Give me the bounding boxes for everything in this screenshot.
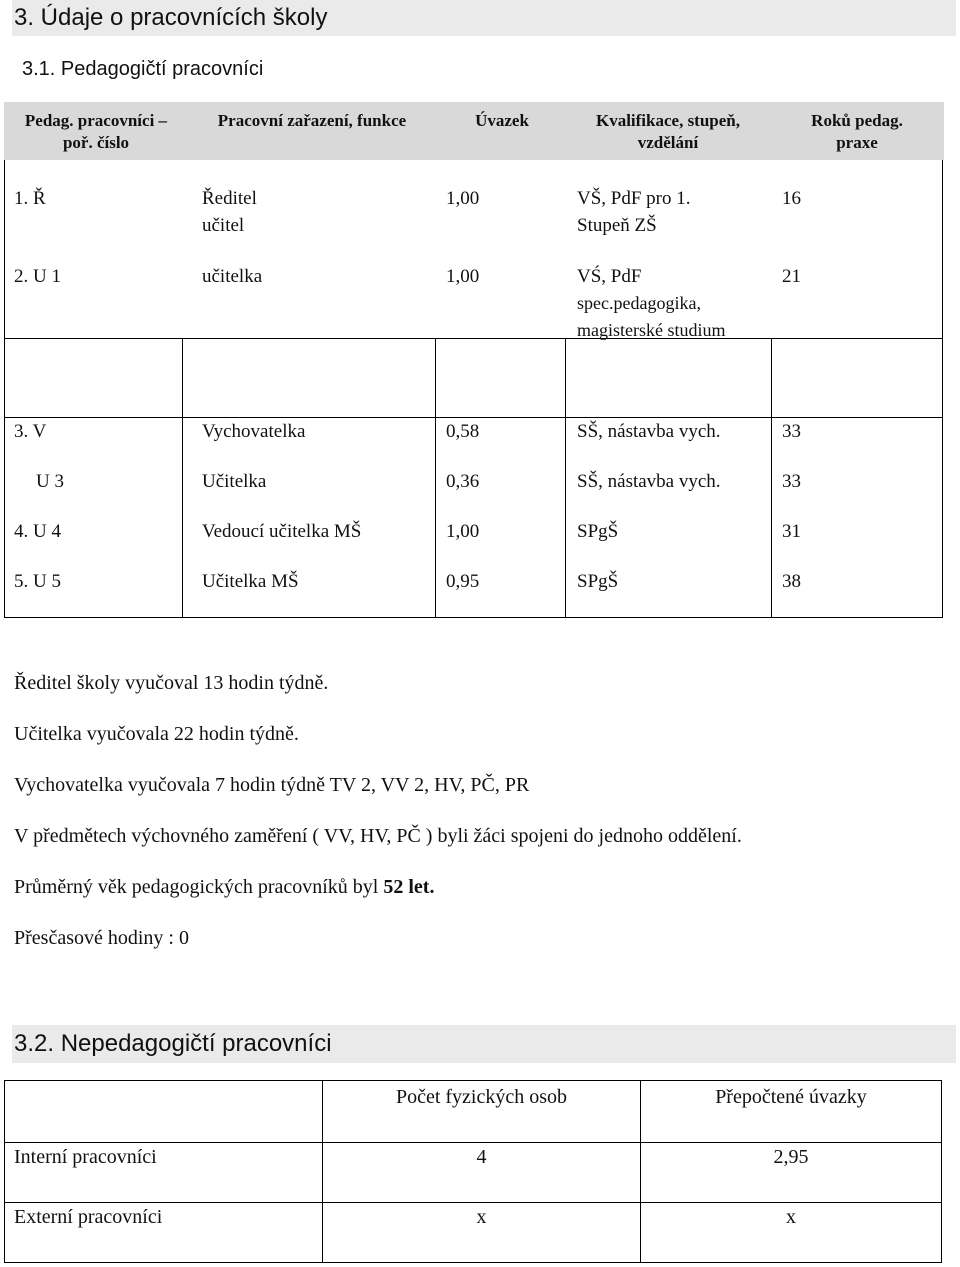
row2-qual-line1: VŚ, PdF <box>577 266 642 287</box>
row6-id: 5. U 5 <box>14 571 61 592</box>
row6-load: 0,95 <box>446 571 480 592</box>
row3-years: 33 <box>782 421 801 442</box>
note-average-age <box>14 876 434 899</box>
row-external-persons: x <box>476 1206 487 1228</box>
note-director-hours: Ředitel školy vyučoval 13 hodin týdně. <box>14 672 329 694</box>
header-qualification-line1: Kvalifikace, stupeň, <box>595 111 741 130</box>
note-teacher-hours: Učitelka vyučovala 22 hodin týdně. <box>14 723 299 745</box>
row4-role: Učitelka <box>202 471 267 492</box>
row1-qual-line1: VŠ, PdF pro 1. <box>577 188 691 209</box>
row5-years: 31 <box>782 521 801 542</box>
row2-qual-line3: magisterské studium <box>577 320 726 340</box>
header-qualification-line2: vzdělání <box>637 133 699 152</box>
row4-qualification: SŠ, nástavba vych. <box>577 471 721 492</box>
note-combined-classes: V předmětech výchovného zaměření ( VV, HV, PČ ) byli žáci spojeni do jednoho oddělení. <box>14 825 742 847</box>
header-load: Úvazek <box>475 111 529 130</box>
row1-load: 1,00 <box>446 188 480 209</box>
header-staff-number <box>8 110 184 154</box>
grid-line <box>565 338 566 618</box>
row5-load: 1,00 <box>446 521 480 542</box>
grid-line <box>182 338 183 618</box>
row1-role <box>202 185 257 239</box>
note-average-age-value: 52 let. <box>383 876 435 898</box>
grid-line <box>942 160 943 340</box>
row1-years: 16 <box>782 188 801 209</box>
header-years-line2: praxe <box>836 133 878 152</box>
row2-load: 1,00 <box>446 266 480 287</box>
grid-line <box>771 338 772 618</box>
grid-line <box>4 1202 942 1203</box>
row1-role-line1: Ředitel <box>202 188 257 209</box>
row3-id: 3. V <box>14 421 47 442</box>
row5-qualification: SPgŠ <box>577 521 619 542</box>
header-fte: Přepočtené úvazky <box>715 1086 867 1108</box>
row2-qualification <box>577 263 725 344</box>
row2-years: 21 <box>782 266 801 287</box>
row1-id: 1. Ř <box>14 188 46 209</box>
header-position: Pracovní zařazení, funkce <box>217 111 407 130</box>
row2-qual-line2: spec.pedagogika, <box>577 293 701 313</box>
row6-role: Učitelka MŠ <box>202 571 299 592</box>
note-overtime: Přesčasové hodiny : 0 <box>14 927 189 949</box>
section-title-pedagogical: 3.1. Pedagogičtí pracovníci <box>22 58 264 80</box>
grid-line <box>4 1142 942 1143</box>
note-educator-hours: Vychovatelka vyučovala 7 hodin týdně TV 2, VV 2, HV, PČ, PR <box>14 774 530 796</box>
grid-line <box>435 338 436 618</box>
row3-load: 0,58 <box>446 421 480 442</box>
row4-load: 0,36 <box>446 471 480 492</box>
row1-qualification <box>577 185 691 239</box>
row2-id: 2. U 1 <box>14 266 61 287</box>
row4-id: U 3 <box>36 471 64 492</box>
note-average-age-label: Průměrný věk pedagogických pracovníků byl <box>14 876 384 898</box>
row-external-label: Externí pracovníci <box>14 1206 163 1228</box>
row5-role: Vedoucí učitelka MŠ <box>202 521 362 542</box>
row-internal-fte: 2,95 <box>773 1146 809 1168</box>
header-years-line1: Roků pedag. <box>811 111 903 130</box>
row4-years: 33 <box>782 471 801 492</box>
header-persons: Počet fyzických osob <box>395 1086 568 1108</box>
row3-qualification: SŠ, nástavba vych. <box>577 421 721 442</box>
page-title: 3. Údaje o pracovnících školy <box>12 0 956 36</box>
row1-role-line2: učitel <box>202 215 245 236</box>
header-staff-number-line1: Pedag. pracovníci – <box>24 111 168 130</box>
row6-years: 38 <box>782 571 801 592</box>
row6-qualification: SPgŠ <box>577 571 619 592</box>
row3-role: Vychovatelka <box>202 421 306 442</box>
row2-role: učitelka <box>202 266 263 287</box>
section-title-non-pedagogical: 3.2. Nepedagogičtí pracovníci <box>12 1025 956 1063</box>
row-external-fte: x <box>786 1206 796 1228</box>
row-internal-persons: 4 <box>476 1146 487 1168</box>
header-staff-number-line2: poř. číslo <box>62 133 130 152</box>
row5-id: 4. U 4 <box>14 521 61 542</box>
row-internal-label: Interní pracovníci <box>14 1146 157 1168</box>
grid-line <box>4 160 5 340</box>
row1-qual-line2: Stupeň ZŠ <box>577 215 657 236</box>
header-qualification <box>566 110 770 154</box>
header-years <box>772 110 942 154</box>
